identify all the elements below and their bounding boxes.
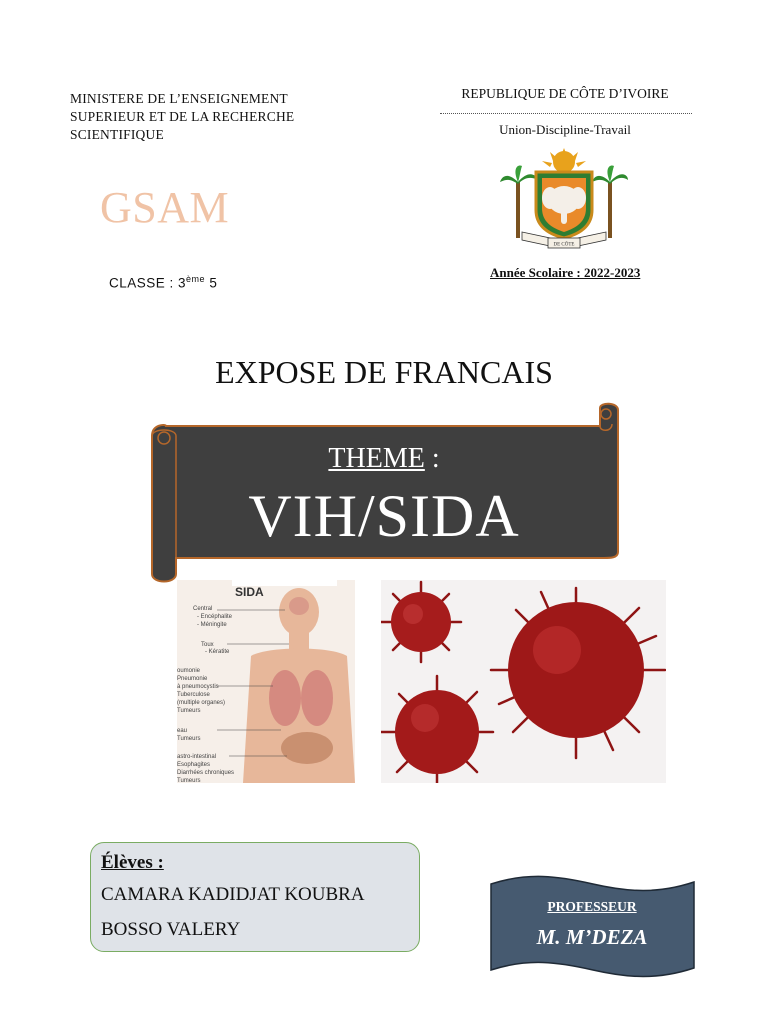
class-label: [109, 274, 217, 291]
school-name: GSAM: [100, 183, 230, 232]
svg-text:Tumeurs: Tumeurs: [177, 778, 201, 783]
svg-text:(multiple organes): (multiple organes): [177, 700, 226, 706]
ministry-line-2: SUPERIEUR ET DE LA RECHERCHE: [70, 109, 295, 124]
students-label: Élèves :: [101, 852, 164, 873]
class-superscript: ème: [186, 274, 206, 284]
theme-value: VIH/SIDA: [248, 483, 520, 549]
theme-label: THEME: [328, 443, 425, 474]
teacher-label: PROFESSEUR: [547, 899, 637, 914]
svg-text:DE CÔTE: DE CÔTE: [553, 242, 575, 248]
svg-text:Toux: Toux: [201, 642, 214, 648]
sida-body-diagram-image: [177, 580, 355, 783]
svg-text:- Méningite: - Méningite: [197, 622, 227, 628]
school-year: Année Scolaire : 2022-2023: [490, 265, 641, 280]
student-name: BOSSO VALERY: [101, 919, 241, 940]
svg-text:Tumeurs: Tumeurs: [177, 708, 201, 714]
teacher-name: M. M’DEZA: [536, 925, 648, 949]
svg-text:astro-intestinal: astro-intestinal: [177, 754, 217, 760]
student-name: CAMARA KADIDJAT KOUBRA: [101, 884, 365, 905]
svg-text:à pneumocystis: à pneumocystis: [177, 684, 219, 690]
class-prefix: CLASSE : 3: [109, 275, 187, 291]
theme-heading: [148, 443, 620, 475]
dotted-divider: [440, 103, 692, 114]
coat-of-arms-icon: [500, 148, 628, 254]
national-motto: Union-Discipline-Travail: [499, 122, 631, 137]
ministry-line-3: SCIENTIFIQUE: [70, 127, 164, 142]
svg-text:Tuberculose: Tuberculose: [177, 692, 210, 698]
svg-text:Esophagites: Esophagites: [177, 762, 211, 768]
republic-title: REPUBLIQUE DE CÔTE D’IVOIRE: [461, 86, 669, 101]
svg-text:oumonie: oumonie: [177, 668, 201, 674]
class-suffix: 5: [205, 275, 218, 291]
svg-text:Tumeurs: Tumeurs: [177, 736, 201, 742]
document-title: EXPOSE DE FRANCAIS: [215, 354, 553, 390]
virus-image: [381, 580, 666, 783]
ministry-header: [70, 90, 294, 144]
svg-text:- Kératite: - Kératite: [205, 649, 230, 655]
svg-text:Diarrhées chroniques: Diarrhées chroniques: [177, 770, 235, 776]
theme-separator: :: [424, 443, 440, 474]
svg-text:Central: Central: [193, 606, 213, 612]
svg-text:SIDA: SIDA: [235, 585, 264, 599]
svg-text:eau: eau: [177, 728, 188, 734]
svg-text:- Encéphalite: - Encéphalite: [197, 614, 233, 620]
svg-text:Pneumonie: Pneumonie: [177, 676, 208, 682]
ministry-line-1: MINISTERE DE L’ENSEIGNEMENT: [70, 91, 288, 106]
